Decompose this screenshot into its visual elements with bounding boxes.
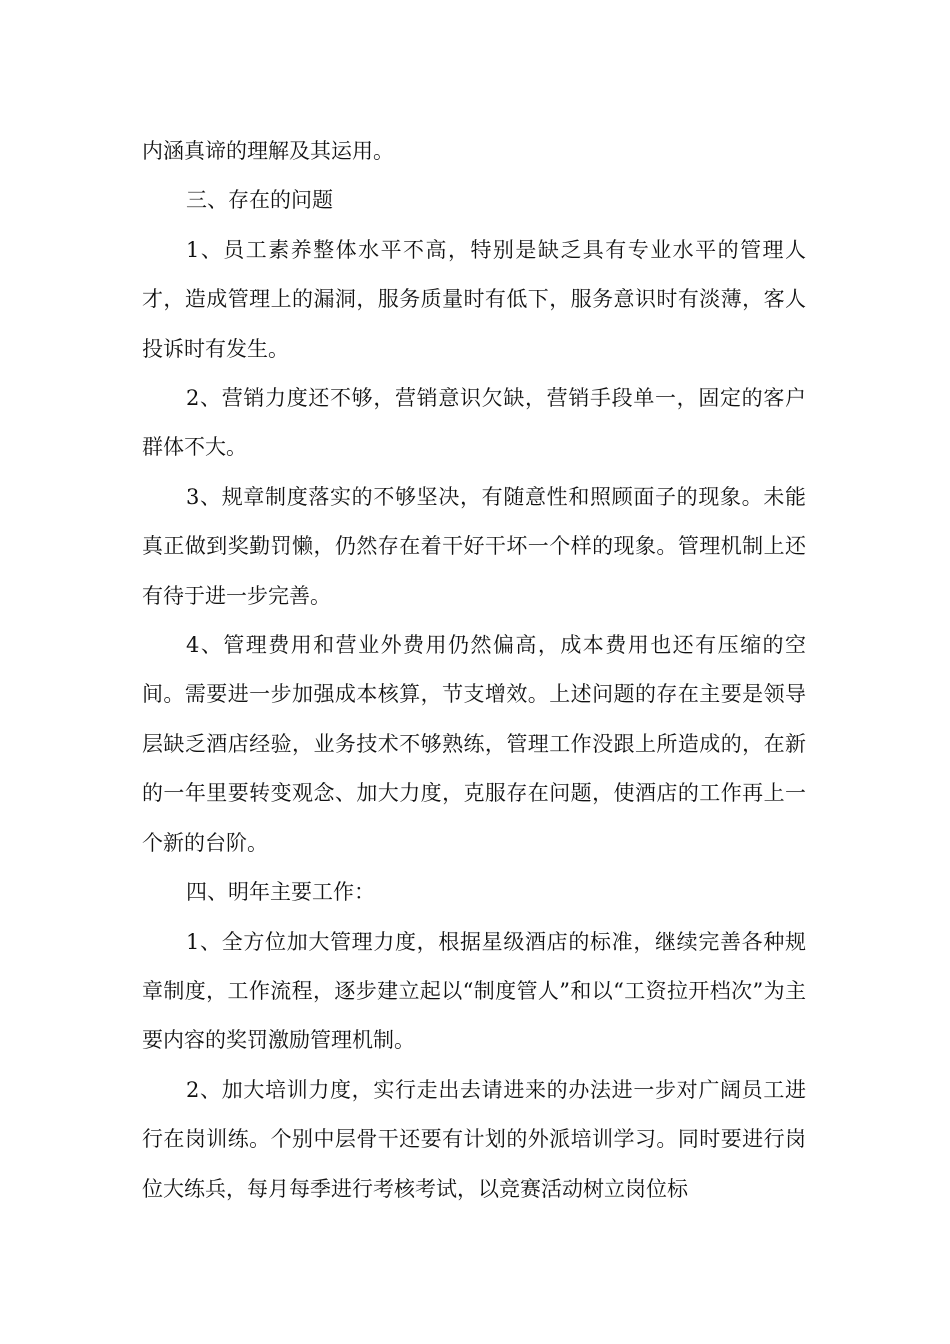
- paragraph-problem-4: 4、管理费用和营业外费用仍然偏高，成本费用也还有压缩的空间。需要进一步加强成本核算，节支增效。上述问题的存在主要是领导层缺乏酒店经验，业务技术不够熟练，管理工作没跟上所造成的，在新的一年里要转变观念、加大力度，克服存在问题，使酒店的工作再上一个新的台阶。: [142, 633, 806, 855]
- paragraph-problem-1: 1、员工素养整体水平不高，特别是缺乏具有专业水平的管理人才，造成管理上的漏洞，服务质量时有低下，服务意识时有淡薄，客人投诉时有发生。: [142, 237, 806, 361]
- paragraph-continuation: 内涵真谛的理解及其运用。: [142, 139, 394, 163]
- section-heading-problems: 三、存在的问题: [186, 188, 333, 213]
- paragraph-plan-2: 2、加大培训力度，实行走出去请进来的办法进一步对广阔员工进行在岗训练。个别中层骨干还要有计划的外派培训学习。同时要进行岗位大练兵，每月每季进行考核考试，以竞赛活动树立岗位标: [142, 1077, 806, 1201]
- paragraph-problem-2: 2、营销力度还不够，营销意识欠缺，营销手段单一，固定的客户群体不大。: [142, 386, 806, 460]
- paragraph-plan-1: 1、全方位加大管理力度，根据星级酒店的标准，继续完善各种规章制度，工作流程，逐步建立起以“制度管人”和以“工资拉开档次”为主要内容的奖罚激励管理机制。: [142, 929, 806, 1053]
- section-heading-next-year: 四、明年主要工作：: [186, 880, 375, 905]
- document-body: [142, 127, 806, 1214]
- paragraph-problem-3: 3、规章制度落实的不够坚决，有随意性和照顾面子的现象。未能真正做到奖勤罚懒，仍然存在着干好干坏一个样的现象。管理机制上还有待于进一步完善。: [142, 484, 806, 608]
